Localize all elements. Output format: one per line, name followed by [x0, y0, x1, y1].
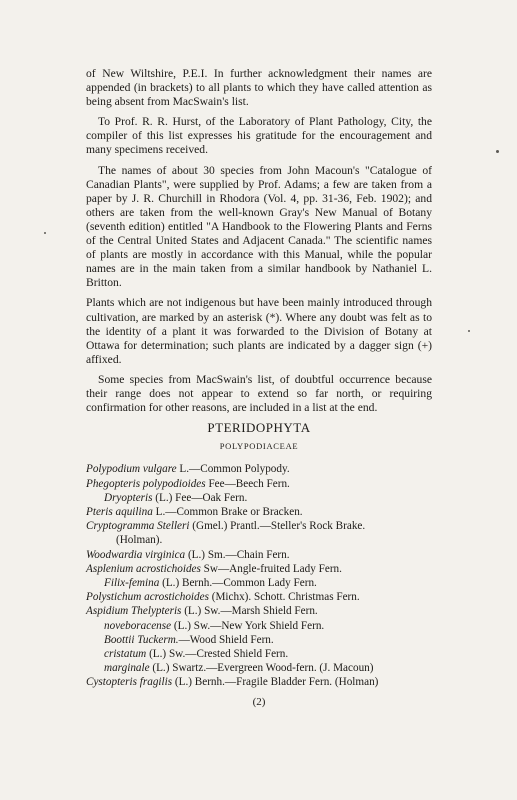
species-entry: [86, 519, 432, 533]
scientific-name: Woodwardia virginica: [86, 548, 186, 561]
species-entry: [86, 661, 432, 675]
common-name: Sw—Angle-fruited Lady Fern.: [200, 562, 342, 575]
scientific-name: Phegopteris polypodioides: [86, 477, 206, 490]
common-name: (L.) Fee—Oak Fern.: [152, 491, 248, 504]
common-name: (L.) Sw.—Crested Shield Fern.: [146, 647, 289, 660]
common-name: (L.) Sw.—New York Shield Fern.: [171, 619, 325, 632]
common-name: (Gmel.) Prantl.—Steller's Rock Brake.: [189, 520, 366, 533]
paper-speck: [496, 150, 499, 153]
species-entry: [86, 505, 432, 519]
species-list: [86, 462, 432, 689]
common-name: L.—Common Brake or Bracken.: [152, 505, 303, 518]
common-name: (Holman).: [116, 534, 163, 547]
common-name: (L.) Swartz.—Evergreen Wood-fern. (J. Macoun): [149, 662, 374, 675]
scientific-name: Asplenium acrostichoides: [86, 562, 201, 575]
scientific-name: cristatum: [104, 647, 147, 660]
family-heading: POLYPODIACEAE: [219, 441, 299, 452]
species-entry: [86, 462, 432, 476]
species-entry: [86, 647, 432, 661]
species-entry: [86, 633, 432, 647]
scientific-name: Boottii Tuckerm.: [104, 633, 179, 646]
common-name: —Wood Shield Fern.: [178, 633, 274, 646]
paragraph: To Prof. R. R. Hurst, of the Laboratory of Plant Pathology, City, the compiler of this list expresses his gratitude for the encouragement and many specimens received.: [86, 115, 432, 157]
scientific-name: Cystopteris fragilis: [86, 676, 173, 689]
common-name: (L.) Bernh.—Fragile Bladder Fern. (Holman): [172, 676, 379, 689]
common-name: (Michx). Schott. Christmas Fern.: [208, 591, 360, 604]
paragraph: Plants which are not indigenous but have been mainly introduced through cultivation, are marked by an asterisk (*). Where any doubt was felt as to the identity of a plant it was forwarded to the Division of Botany at Ottawa for determination; such plants are indicated by a dagger sign (+) affixed.: [86, 296, 432, 366]
paragraph: Some species from MacSwain's list, of doubtful occurrence because their range does not appear to extend so far north, or requiring confirmation for other reasons, are included in a list at the end.: [86, 372, 432, 415]
scientific-name: noveboracense: [104, 619, 172, 632]
species-entry: [86, 533, 432, 547]
section-heading: PTERIDOPHYTA: [207, 420, 311, 436]
common-name: Fee—Beech Fern.: [205, 477, 290, 490]
scientific-name: Filix-femina: [104, 576, 160, 589]
paragraph: of New Wiltshire, P.E.I. In further acknowledgment their names are appended (in brackets) to all plants to which they have called attention as being absent from MacSwain's list.: [86, 67, 432, 109]
species-entry: [86, 675, 432, 689]
scientific-name: Polypodium vulgare: [86, 463, 177, 476]
species-entry: [86, 590, 432, 604]
common-name: L.—Common Polypody.: [176, 463, 290, 476]
species-entry: [86, 477, 432, 491]
species-entry: [86, 562, 432, 576]
species-entry: [86, 619, 432, 633]
scientific-name: marginale: [104, 662, 150, 675]
paper-speck: [468, 330, 470, 332]
scientific-name: Pteris aquilina: [86, 505, 153, 518]
text-column: [86, 67, 432, 709]
species-entry: [86, 491, 432, 505]
scientific-name: Dryopteris: [104, 491, 153, 504]
paper-speck: [44, 232, 46, 234]
scientific-name: Polystichum acrostichoides: [86, 591, 209, 604]
scientific-name: Cryptogramma Stelleri: [86, 520, 190, 533]
paragraph: The names of about 30 species from John Macoun's "Catalogue of Canadian Plants", were supplied by Prof. Adams; a few are taken from a paper by J. R. Churchill in Rhodora (Vol. 4, pp. 31-36, Feb. 1902); and others are taken from the well-known Gray's New Manual of Botany (seventh edition) entitled "A Handbook to the Flowering Plants and Ferns of the Central United States and Adjacent Canada." The scientific names of plants are mostly in accordance with this Manual, while the popular names are in the main taken from a similar handbook by Nathaniel L. Britton.: [86, 163, 432, 290]
common-name: (L.) Sw.—Marsh Shield Fern.: [181, 605, 318, 618]
scientific-name: Aspidium Thelypteris: [86, 605, 182, 618]
species-entry: [86, 576, 432, 590]
common-name: (L.) Sm.—Chain Fern.: [185, 548, 290, 561]
species-entry: [86, 604, 432, 618]
species-entry: [86, 548, 432, 562]
page-number: (2): [252, 695, 266, 708]
common-name: (L.) Bernh.—Common Lady Fern.: [159, 576, 317, 589]
